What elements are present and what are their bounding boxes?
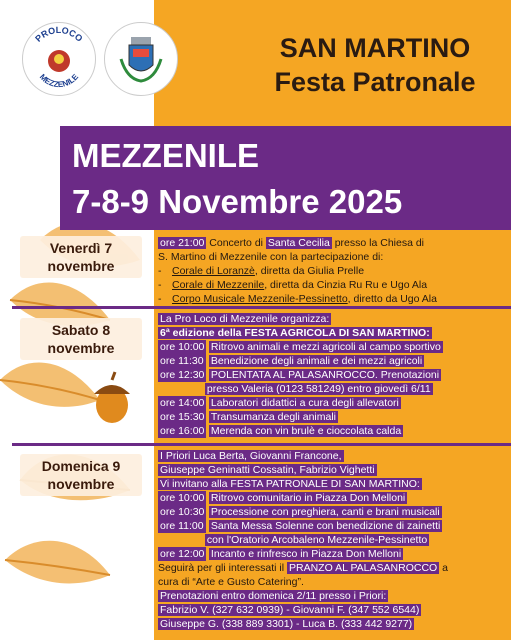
day-label-friday: Venerdì 7 novembre	[20, 236, 142, 278]
event-subtitle: Festa Patronale	[274, 67, 476, 97]
list-item: Fabrizio V. (327 632 0939) - Giovanni F. (347 552 6544)	[160, 604, 420, 616]
list-item: ore 11:30 Benedizione degli animali e dei mezzi agricoli	[160, 355, 423, 367]
proloco-logo-text-top: PROLOCO	[33, 24, 85, 44]
list-item: ore 14:00 Laboratori didattici a cura degli allevatori	[160, 397, 399, 409]
svg-text:MEZZENILE	[38, 72, 81, 89]
event-title: SAN MARTINO	[279, 33, 471, 63]
svg-text:PROLOCO	[33, 25, 84, 44]
list-item: ore 10:00 Ritrovo animali e mezzi agricoli al campo sportivo	[160, 341, 441, 353]
saturday-program	[158, 312, 508, 438]
section-divider	[12, 443, 511, 446]
list-item: ore 10:30 Processione con preghiera, canti e brani musicali	[160, 506, 440, 518]
list-item: ore 21:00 Concerto di Santa Cecilia presso la Chiesa di	[160, 237, 425, 249]
list-item: ore 12:00 Incanto e rinfresco in Piazza Don Melloni	[160, 548, 402, 560]
list-item: La Pro Loco di Mezzenile organizza:	[160, 313, 330, 325]
list-item: presso Valeria (0123 581249) entro giovedì 6/11	[206, 383, 431, 395]
list-item: - Corale di Loranzè, diretta da Giulia Prelle	[158, 265, 365, 277]
divider-line	[150, 0, 154, 640]
proloco-logo	[22, 22, 96, 96]
acorn-icon	[94, 372, 130, 423]
list-item: I Priori Luca Berta, Giovanni Francone,	[160, 450, 342, 462]
day-label-saturday: Sabato 8 novembre	[20, 318, 142, 360]
town-crest-logo	[104, 22, 178, 96]
town-name: MEZZENILE	[72, 137, 259, 174]
list-item: - Corpo Musicale Mezzenile-Pessinetto, diretto da Ugo Ala	[158, 293, 437, 305]
list-item: Seguirà per gli interessati il PRANZO AL PALASANROCCO a	[158, 562, 448, 574]
day-label-sunday: Domenica 9 novembre	[20, 454, 142, 496]
list-item: - Corale di Mezzenile, diretta da Cinzia Ru Ru e Ugo Ala	[158, 279, 428, 291]
list-item: Giuseppe G. (338 889 3301) - Luca B. (333 442 9277)	[160, 618, 413, 630]
list-item: Giuseppe Geninatti Cossatin, Fabrizio Vighetti	[160, 464, 375, 476]
sunday-program	[158, 449, 508, 631]
section-divider	[12, 306, 511, 309]
proloco-logo-text-bottom: MEZZENILE	[37, 72, 81, 90]
list-item: Prenotazioni entro domenica 2/11 presso i Priori:	[160, 590, 387, 602]
event-dates: 7-8-9 Novembre 2025	[72, 183, 403, 220]
friday-program	[158, 236, 508, 306]
list-item: 6ª edizione della FESTA AGRICOLA DI SAN MARTINO:	[160, 327, 430, 339]
list-item: S. Martino di Mezzenile con la partecipazione di:	[158, 251, 384, 263]
list-item: ore 10:00 Ritrovo comunitario in Piazza Don Melloni	[160, 492, 406, 504]
list-item: Vi invitano alla FESTA PATRONALE DI SAN MARTINO:	[160, 478, 420, 490]
list-item: ore 11:00 Santa Messa Solenne con benedizione di zainetti	[160, 520, 441, 532]
list-item: cura di “Arte e Gusto Catering”.	[158, 576, 304, 588]
list-item: ore 12:30 POLENTATA AL PALASANROCCO. Prenotazioni	[160, 369, 440, 381]
list-item: ore 16:00 Merenda con vin brulè e cioccolata calda	[160, 425, 402, 437]
list-item: ore 15:30 Transumanza degli animali	[160, 411, 337, 423]
list-item: con l'Oratorio Arcobaleno Mezzenile-Pessinetto	[206, 534, 428, 546]
